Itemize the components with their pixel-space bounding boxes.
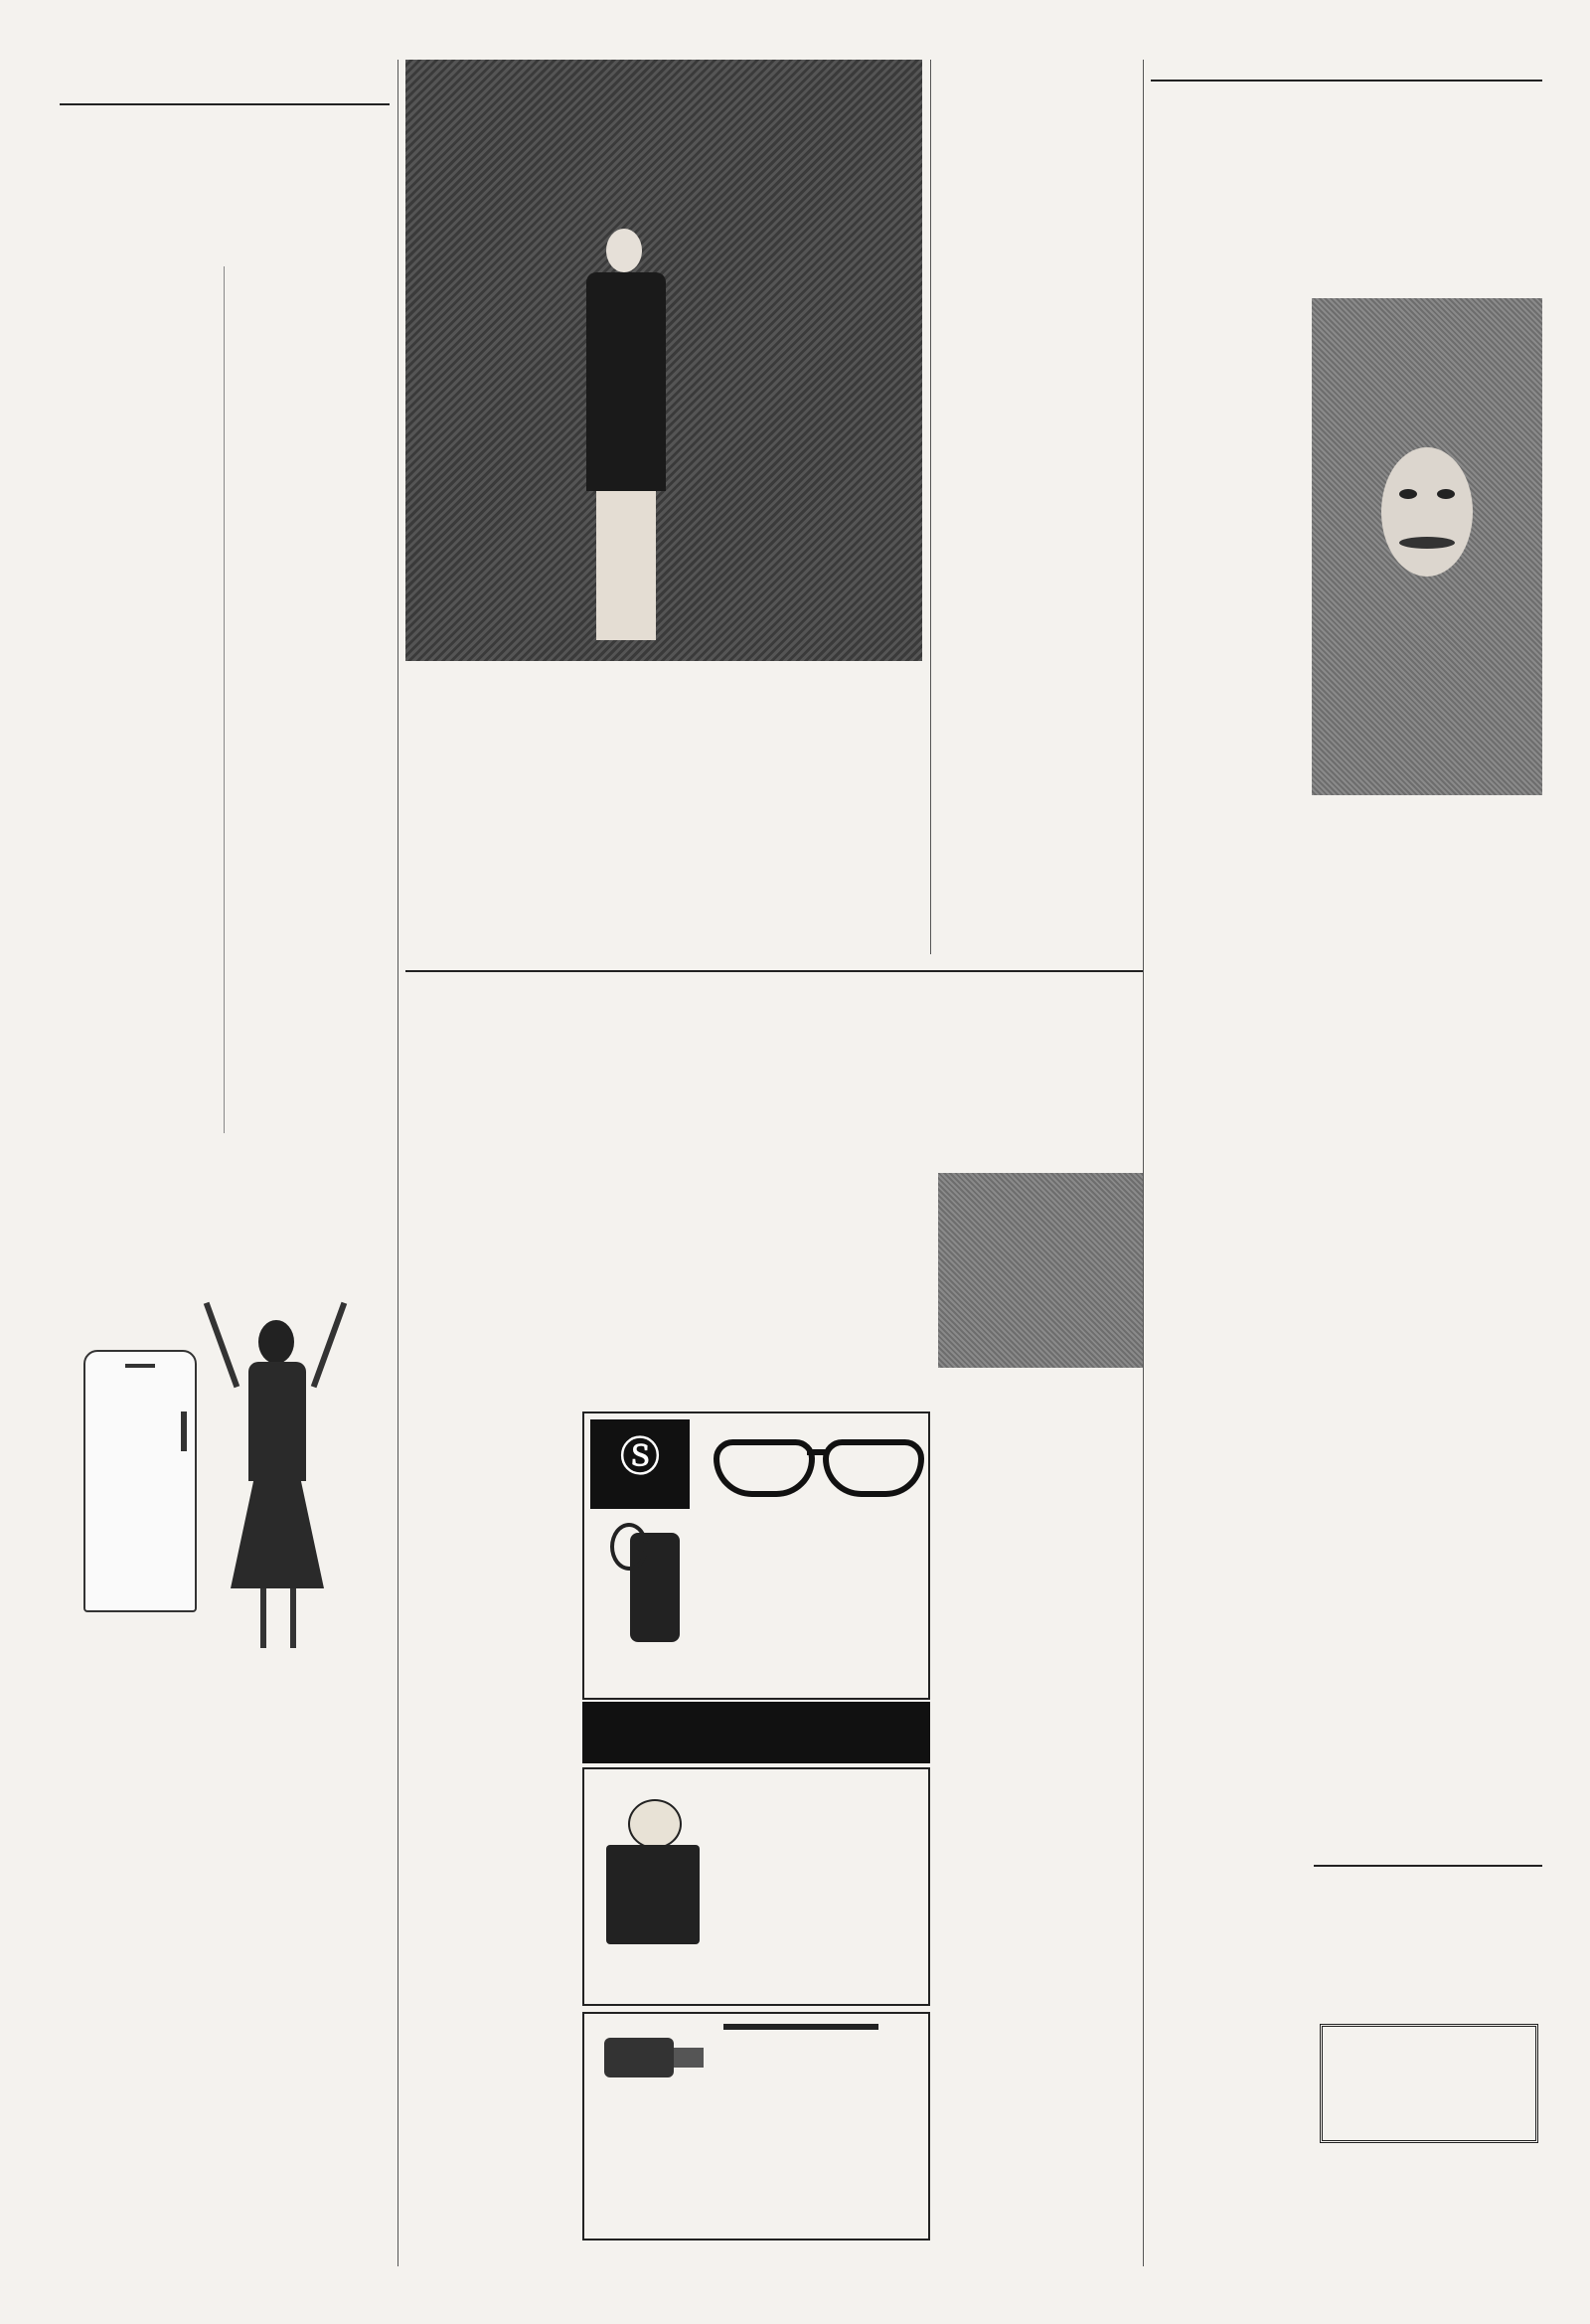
siemens-s-icon: Ⓢ <box>620 1434 660 1480</box>
dali-body-col1 <box>1151 260 1300 805</box>
woman-figure-illustration <box>209 1300 348 1658</box>
milk-can-illustration <box>598 1799 708 1948</box>
mandarisma-notice <box>1314 1978 1542 2018</box>
marelli-pump-ad[interactable] <box>582 2012 930 2241</box>
siemens-hearing-aid-ad[interactable] <box>582 1411 930 1700</box>
hearing-aid-device <box>600 1523 710 1682</box>
marelli-brand <box>723 2024 878 2030</box>
princessa-fridge-ad-body[interactable] <box>1151 1789 1152 1790</box>
kennedy-body <box>938 185 1137 954</box>
dali-body-col1b <box>1151 807 1300 1672</box>
press-body-col3 <box>759 712 922 960</box>
siemens-exhibit-banner <box>582 1702 930 1763</box>
africa-body-col1 <box>405 1167 574 1853</box>
fridge-illustration <box>83 1350 197 1612</box>
press-body-col2 <box>582 712 751 960</box>
leto-milk-ad[interactable] <box>582 1767 930 2006</box>
man-at-newsstand-figure <box>566 229 686 646</box>
pump-illustration <box>594 2024 714 2093</box>
eskimo-headline <box>80 1141 377 1172</box>
dali-body-col2 <box>1314 821 1542 1855</box>
africa-body-col2 <box>582 1167 751 1402</box>
eyeglasses-icon <box>704 1429 922 1499</box>
europe-body-col1 <box>60 280 219 1133</box>
safari-photo <box>938 1173 1143 1368</box>
eskimo-fridge-ad[interactable] <box>60 1151 390 2235</box>
africa-body-col5 <box>938 2008 1143 2217</box>
language-school-ad[interactable] <box>1320 2024 1538 2143</box>
safari-caption <box>938 1372 1143 1400</box>
europe-body-col2 <box>229 266 390 1133</box>
africa-body-col3 <box>759 1167 928 1402</box>
dali-face <box>1357 427 1497 616</box>
press-body-col1 <box>405 712 574 960</box>
princessa-fridge-ad[interactable] <box>938 1411 1137 1421</box>
mandarisma-body <box>1314 1907 1542 1970</box>
siemens-logo-box <box>590 1419 690 1509</box>
africa-body-col4b <box>938 1404 1143 2000</box>
